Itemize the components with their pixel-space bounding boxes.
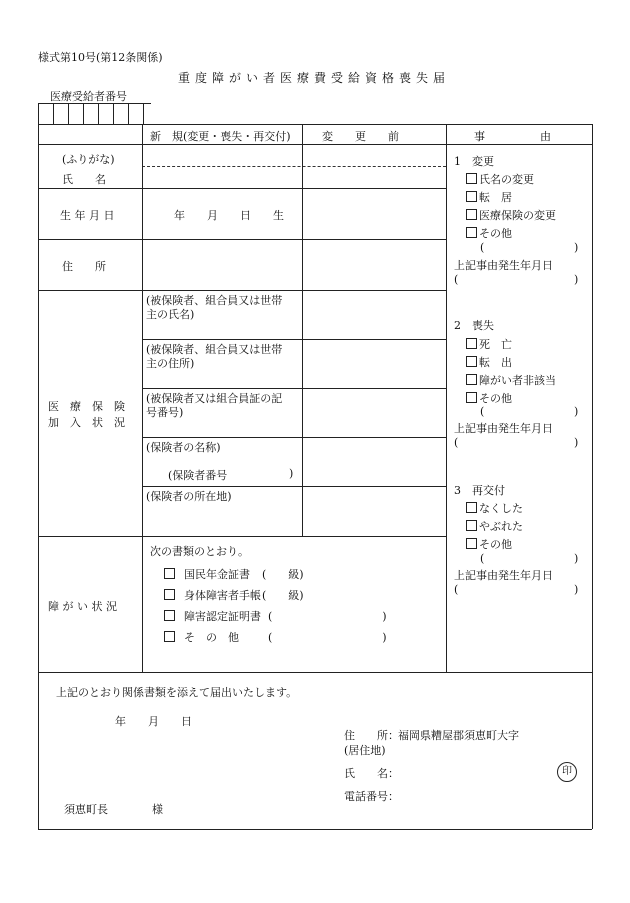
address-label: 住 所	[62, 260, 106, 273]
name-label: 氏 名	[62, 173, 106, 186]
doc-disability-handbook[interactable]: 身体障害者手帳	[164, 587, 261, 603]
ins-card-2: 号番号)	[146, 406, 184, 419]
col-header-new: 新 規(変更・喪失・再交付)	[150, 130, 291, 143]
checkbox-icon	[466, 227, 477, 238]
doc-disability-certificate-note: ( )	[268, 610, 387, 623]
reason-reissue-torn[interactable]: やぶれた	[466, 518, 523, 534]
reason-change-other[interactable]: その他	[466, 225, 512, 241]
checkbox-icon	[466, 173, 477, 184]
birthdate-value[interactable]: 年 月 日 生	[174, 209, 284, 222]
insurer-address-label: (保険者の所在地)	[146, 490, 232, 503]
docs-intro: 次の書類のとおり。	[150, 545, 249, 558]
reason-loss-date-close: )	[574, 436, 579, 449]
checkbox-icon	[466, 538, 477, 549]
reason-reissue-date-label: 上記事由発生年月日	[454, 569, 553, 582]
doc-pension-grade: ( 級)	[262, 568, 304, 581]
checkbox-icon	[466, 191, 477, 202]
reason-reissue-date-close: )	[574, 583, 579, 596]
recipient-number-label: 医療受給者番号	[50, 90, 127, 103]
checkbox-icon	[466, 338, 477, 349]
reason-loss-title: 2 喪失	[454, 319, 494, 332]
reason-reissue-other-open: (	[480, 552, 485, 565]
insurance-label-line2: 加 入 状 況	[48, 416, 125, 429]
submission-statement: 上記のとおり関係書類を添えて届出いたします。	[56, 686, 298, 699]
doc-other[interactable]: そ の 他	[164, 629, 239, 645]
reason-reissue-title: 3 再交付	[454, 484, 505, 497]
ins-holder-name-1: (被保険者、組合員又は世帯	[146, 294, 283, 307]
phone-label: 電話番号：	[344, 790, 399, 803]
applicant-name-label: 氏 名：	[344, 767, 399, 780]
disability-label: 障 が い 状 況	[48, 600, 117, 613]
reason-loss-ineligible[interactable]: 障がい者非該当	[466, 372, 556, 388]
reason-change-other-close: )	[574, 241, 579, 254]
reason-loss-other-close: )	[574, 405, 579, 418]
checkbox-icon	[164, 568, 175, 579]
reason-change-date-close: )	[574, 273, 579, 286]
checkbox-icon	[164, 589, 175, 600]
reason-loss-other-open: (	[480, 405, 485, 418]
doc-other-note: ( )	[268, 631, 387, 644]
birthdate-label: 生 年 月 日	[60, 209, 115, 222]
checkbox-icon	[466, 502, 477, 513]
ins-card-1: (被保険者又は組合員証の記	[146, 392, 283, 405]
col-header-before: 変 更 前	[322, 130, 399, 143]
mayor-addressee: 須恵町長 様	[64, 803, 163, 816]
reason-loss-date-label: 上記事由発生年月日	[454, 422, 553, 435]
insurance-label-line1: 医 療 保 険	[48, 400, 125, 413]
checkbox-icon	[466, 209, 477, 220]
doc-disability-handbook-grade: ( 級)	[262, 589, 304, 602]
reason-change-move[interactable]: 転 居	[466, 189, 512, 205]
reason-change-name[interactable]: 氏名の変更	[466, 171, 534, 187]
col-header-reason: 事 由	[474, 130, 551, 143]
reason-reissue-date-open: (	[454, 583, 459, 596]
doc-disability-certificate[interactable]: 障害認定証明書	[164, 608, 261, 624]
reason-reissue-other[interactable]: その他	[466, 536, 512, 552]
submission-date[interactable]: 年 月 日	[115, 715, 192, 728]
form-number: 様式第10号(第12条関係)	[38, 51, 163, 64]
checkbox-icon	[164, 610, 175, 621]
reason-reissue-other-close: )	[574, 552, 579, 565]
applicant-address-label: 住 所：	[344, 729, 399, 742]
reason-loss-date-open: (	[454, 436, 459, 449]
form-title: 重度障がい者医療費受給資格喪失届	[178, 71, 451, 85]
checkbox-icon	[466, 392, 477, 403]
reason-loss-moveout[interactable]: 転 出	[466, 354, 512, 370]
ins-holder-addr-1: (被保険者、組合員又は世帯	[146, 343, 283, 356]
insurer-name-label: (保険者の名称)	[146, 441, 221, 454]
doc-pension[interactable]: 国民年金証書	[164, 566, 250, 582]
furigana-label: (ふりがな)	[62, 153, 115, 166]
insurer-number-close: )	[289, 467, 294, 480]
checkbox-icon	[466, 520, 477, 531]
ins-holder-name-2: 主の氏名)	[146, 308, 195, 321]
reason-change-date-open: (	[454, 273, 459, 286]
ins-holder-addr-2: 主の住所)	[146, 357, 195, 370]
checkbox-icon	[466, 374, 477, 385]
checkbox-icon	[164, 631, 175, 642]
insurer-number-label: (保険者番号	[168, 469, 228, 482]
reason-change-other-open: (	[480, 241, 485, 254]
residence-label: (居住地)	[344, 744, 386, 757]
seal-icon: 印	[557, 762, 577, 782]
reason-change-insurance[interactable]: 医療保険の変更	[466, 207, 556, 223]
applicant-address-value[interactable]: 福岡県糟屋郡須恵町大字	[398, 729, 519, 742]
reason-change-date-label: 上記事由発生年月日	[454, 259, 553, 272]
reason-loss-other[interactable]: その他	[466, 390, 512, 406]
checkbox-icon	[466, 356, 477, 367]
reason-reissue-lost[interactable]: なくした	[466, 500, 523, 516]
reason-loss-death[interactable]: 死 亡	[466, 336, 512, 352]
reason-change-title: 1 変更	[454, 155, 494, 168]
